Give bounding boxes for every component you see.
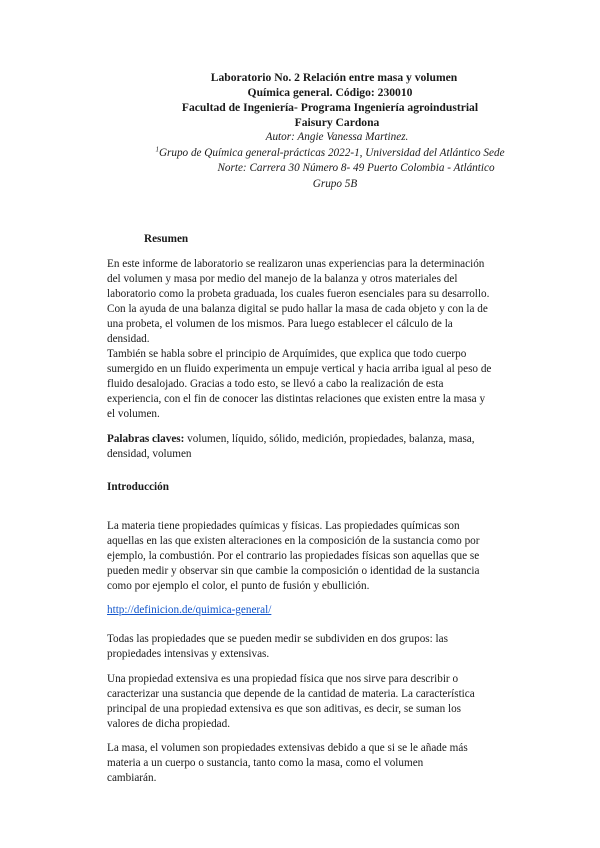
author-line: Autor: Angie Vanessa Martinez. <box>265 131 409 143</box>
resumen-line: En este informe de laboratorio se realizaron unas experiencias para la determinación <box>107 258 485 270</box>
group-line: Grupo 5B <box>312 177 358 190</box>
intro-line: materia a un cuerpo o sustancia, tanto como la masa, como el volumen <box>107 757 424 769</box>
intro-line: valores de dicha propiedad. <box>107 718 231 730</box>
intro-line: Una propiedad extensiva es una propiedad física que nos sirve para describir o <box>107 673 459 685</box>
intro-line: como por ejemplo el color, el punto de fusión y ebullición. <box>107 580 370 592</box>
intro-paragraph-4 <box>107 741 507 786</box>
reference-link[interactable]: http://definicion.de/quimica-general/ <box>107 604 272 616</box>
resumen-line: experiencia, con el fin de conocer las distintas relaciones que existen entre la masa y <box>107 393 486 405</box>
intro-line: La materia tiene propiedades químicas y físicas. Las propiedades químicas son <box>107 520 460 532</box>
resumen-body <box>107 257 507 422</box>
keywords-label: Palabras claves: <box>107 433 185 445</box>
keywords-line-1 <box>107 432 507 447</box>
intro-paragraph-2 <box>107 632 507 662</box>
resumen-line: fluido desalojado. Gracias a todo esto, se llevó a cabo la realización de esta <box>107 378 444 390</box>
faculty-line: Facultad de Ingeniería- Programa Ingeniería agroindustrial <box>181 101 479 114</box>
affiliation-line-1 <box>60 146 600 162</box>
affiliation-line-2: Norte: Carrera 30 Número 8- 49 Puerto Colombia - Atlántico <box>217 162 495 174</box>
resumen-line: densidad. <box>107 333 150 345</box>
resumen-line: Con la ayuda de una balanza digital se pudo hallar la masa de cada objeto y con la de <box>107 303 488 315</box>
intro-paragraph-3 <box>107 672 507 732</box>
intro-line: caracterizar una sustancia que depende de la cantidad de materia. La característica <box>107 688 475 700</box>
keywords-block <box>107 432 507 462</box>
intro-line: La masa, el volumen son propiedades extensivas debido a que si se le añade más <box>107 742 468 754</box>
introduccion-heading: Introducción <box>107 481 169 493</box>
intro-line: principal de una propiedad extensiva es que son aditivas, es decir, se suman los <box>107 703 462 715</box>
keywords-line-2: densidad, volumen <box>107 448 192 460</box>
reference-link-block <box>107 603 507 618</box>
intro-line: propiedades intensivas y extensivas. <box>107 648 270 660</box>
resumen-line: También se habla sobre el principio de Arquímides, que explica que todo cuerpo <box>107 348 467 360</box>
resumen-line: del volumen y masa por medio del manejo de la balanza y otros materiales del <box>107 273 458 285</box>
intro-line: pueden medir y observar sin que cambie la composición o identidad de la sustancia <box>107 565 480 577</box>
intro-line: Todas las propiedades que se pueden medir se subdividen en dos grupos: las <box>107 633 448 645</box>
affiliation-text: Grupo de Química general-prácticas 2022-1, Universidad del Atlántico Sede <box>158 146 505 159</box>
resumen-line: sumergido en un fluido experimenta un empuje vertical y hacia arriba igual al peso de <box>107 363 492 375</box>
intro-line: cambiarán. <box>107 772 157 784</box>
instructor-name: Faisury Cardona <box>294 116 380 129</box>
intro-line: ejemplo, la combustión. Por el contrario las propiedades físicas son aquellas que se <box>107 550 480 562</box>
intro-line: aquellas en las que existen alteraciones en la composición de la sustancia como por <box>107 535 480 547</box>
title-block <box>0 70 600 192</box>
affiliation-superscript: 1 <box>155 144 159 153</box>
resumen-heading: Resumen <box>144 233 189 245</box>
intro-paragraph-1 <box>107 519 507 594</box>
resumen-line: el volumen. <box>107 408 160 420</box>
report-title: Laboratorio No. 2 Relación entre masa y volumen <box>210 71 458 84</box>
course-line: Química general. Código: 230010 <box>247 86 413 99</box>
resumen-line: laboratorio como la probeta graduada, los cuales fueron esenciales para su desarrollo. <box>107 288 490 300</box>
resumen-line: una probeta, el volumen de los mismos. Para luego establecer el cálculo de la <box>107 318 453 330</box>
keywords-text: volumen, líquido, sólido, medición, propiedades, balanza, masa, <box>184 433 475 445</box>
